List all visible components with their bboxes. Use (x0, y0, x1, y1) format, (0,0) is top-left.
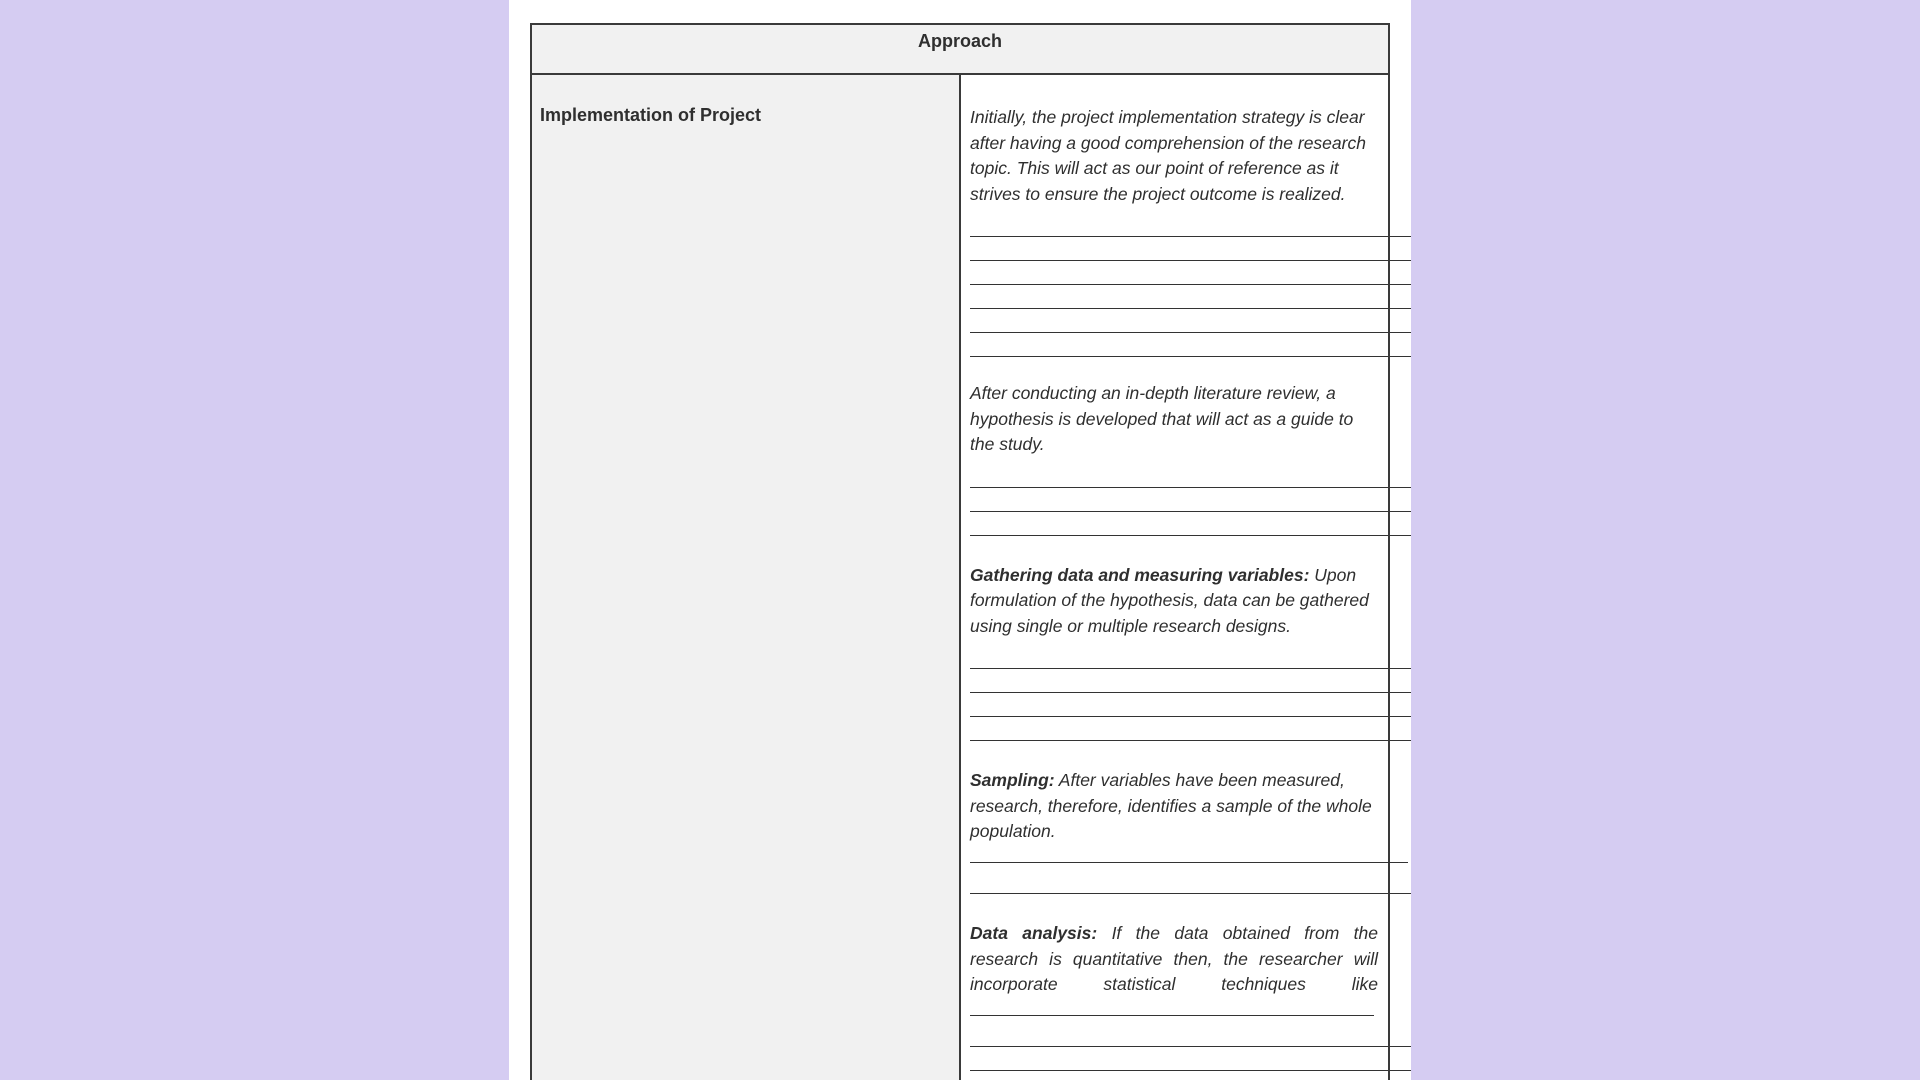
paragraph-hypothesis: After conducting an in-depth literature review, a hypothesis is developed that will act as a guide to the study. (970, 383, 1354, 454)
answer-line[interactable] (970, 1023, 1411, 1047)
answer-line[interactable] (970, 261, 1411, 285)
answer-line[interactable] (970, 693, 1411, 717)
answer-line[interactable] (970, 669, 1411, 693)
document-page (509, 0, 1411, 1080)
answer-lines-2 (970, 464, 1378, 536)
text-gathering-data: Upon formulation of the hypothesis, data can be gathered using single or multiple research designs. (970, 564, 1369, 636)
answer-line[interactable] (970, 309, 1411, 333)
answer-lines-5 (970, 1023, 1378, 1080)
answer-line[interactable] (970, 237, 1411, 261)
answer-line[interactable] (970, 512, 1411, 536)
answer-lines-1 (970, 213, 1378, 357)
text-sampling: After variables have been measured, research, therefore, identifies a sample of the whole population. (970, 770, 1372, 841)
answer-line[interactable] (970, 488, 1411, 512)
paragraph-sampling (970, 768, 1378, 870)
answer-line[interactable] (970, 717, 1411, 741)
approach-table (530, 23, 1390, 1080)
heading-data-analysis: Data analysis: (970, 923, 1098, 943)
table-header: Approach (531, 24, 1389, 74)
answer-line-inline[interactable] (970, 999, 1374, 1016)
answer-line[interactable] (970, 464, 1411, 488)
answer-line[interactable] (970, 870, 1411, 894)
answer-lines-4 (970, 870, 1378, 894)
paragraph-data-analysis (970, 921, 1378, 1023)
answer-line[interactable] (970, 333, 1411, 357)
answer-line-inline[interactable] (970, 846, 1408, 863)
row-label-implementation: Implementation of Project (531, 74, 960, 1080)
answer-line[interactable] (970, 285, 1411, 309)
heading-gathering-data: Gathering data and measuring variables: (970, 564, 1310, 585)
answer-line[interactable] (970, 645, 1411, 669)
paragraph-gathering-data (970, 563, 1378, 640)
answer-lines-3 (970, 645, 1378, 741)
answer-line[interactable] (970, 213, 1411, 237)
content-cell (960, 74, 1389, 1080)
heading-sampling: Sampling: (970, 770, 1055, 790)
paragraph-implementation-strategy: Initially, the project implementation strategy is clear after having a good comprehension of the research topic. This will act as our point of reference as it strives to ensure the project outcome is realized. (970, 107, 1366, 204)
answer-line[interactable] (970, 1047, 1411, 1071)
answer-line[interactable] (970, 1071, 1411, 1080)
text-data-analysis: If the data obtained from the research is quantitative then, the researcher will incorporate statistical techniques like (970, 923, 1378, 994)
